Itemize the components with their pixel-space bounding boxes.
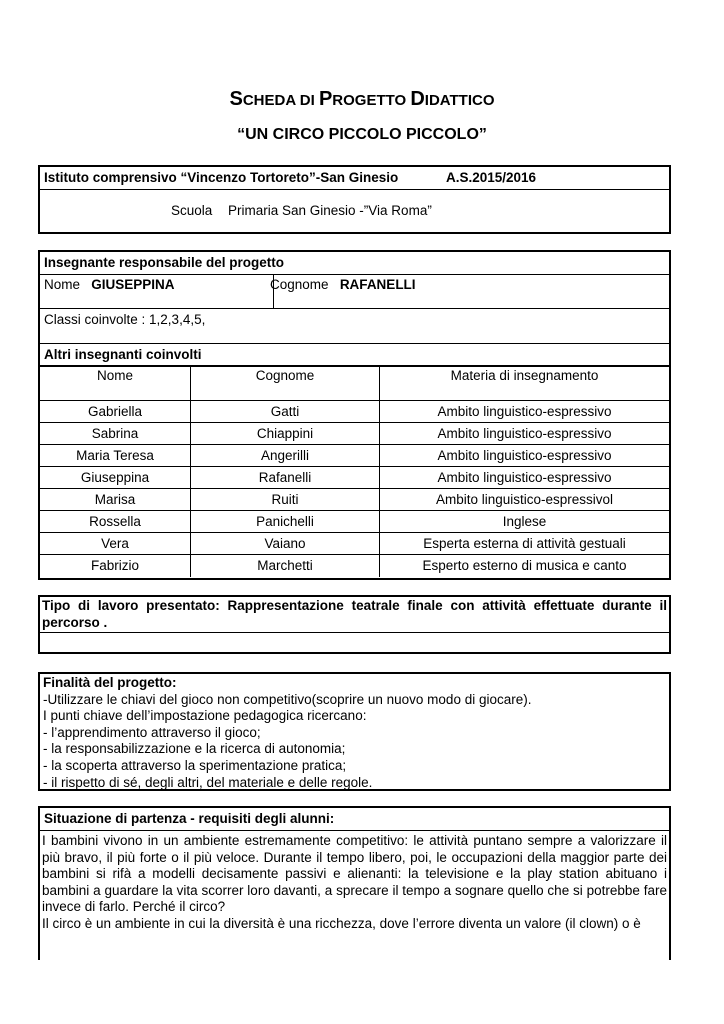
institute-box	[38, 165, 671, 234]
finalita-line: I punti chiave dell’impostazione pedagogica ricercano:	[43, 708, 367, 724]
table-header-row	[40, 367, 669, 401]
school-value: Primaria San Ginesio -”Via Roma”	[228, 203, 432, 218]
cell-cognome: Vaiano	[191, 533, 380, 555]
institute-name: Istituto comprensivo “Vincenzo Tortoreto”-San Ginesio	[44, 170, 399, 185]
table-row	[40, 467, 669, 489]
teacher-nome-cell	[40, 275, 274, 308]
document-subtitle: “UN CIRCO PICCOLO PICCOLO”	[237, 126, 487, 143]
table-row	[40, 401, 669, 423]
cell-nome: Sabrina	[40, 423, 191, 445]
cell-nome: Gabriella	[40, 401, 191, 423]
teacher-cognome-cell	[270, 275, 416, 295]
table-row	[40, 511, 669, 533]
finalita-line: -Utilizzare le chiavi del gioco non competitivo(scoprire un nuovo modo di giocare).	[43, 691, 532, 707]
school-label: Scuola	[171, 203, 213, 218]
table-row	[40, 423, 669, 445]
others-table	[40, 366, 669, 577]
lavoro-text: Tipo di lavoro presentato: Rappresentazione teatrale finale con attività effettuate durante il percorso .	[40, 597, 669, 633]
cell-materia: Ambito linguistico-espressivo	[380, 445, 670, 467]
cell-materia: Ambito linguistico-espressivo	[380, 401, 670, 423]
situazione-text: I bambini vivono in un ambiente estremamente competitivo: le attività puntano sempre a valorizzare il più bravo, il più forte o il più veloce. Durante il tempo libero, poi, le occupazioni della maggior parte dei bambini si rifà a modelli decisamente passivi e alienanti: la televisione e la play station abituano i bambini a guardare la vita scorrer loro davanti, a sprecare il tempo a sognare quello che si potrebbe fare invece di farlo. Perché il circo?	[42, 833, 667, 915]
situazione-text-2: Il circo è un ambiente in cui la diversità è una ricchezza, dove l’errore diventa un valore (il clown) o è	[42, 915, 641, 931]
cell-materia: Ambito linguistico-espressivo	[380, 467, 670, 489]
cell-nome: Maria Teresa	[40, 445, 191, 467]
teachers-box	[38, 250, 671, 580]
document-title: SCHEDA DI PROGETTO DIDATTICO	[229, 88, 495, 110]
nome-label: Nome	[44, 277, 81, 292]
col-header: Nome	[40, 367, 191, 401]
cognome-value: RAFANELLI	[339, 277, 416, 292]
others-table-wrap	[40, 366, 669, 577]
cell-cognome: Marchetti	[191, 555, 380, 577]
cell-nome: Rossella	[40, 511, 191, 533]
teacher-name-row	[40, 275, 669, 309]
finalita-line: - la responsabilizzazione e la ricerca di autonomia;	[43, 741, 346, 757]
table-row	[40, 555, 669, 577]
cell-nome: Vera	[40, 533, 191, 555]
cell-nome: Giuseppina	[40, 467, 191, 489]
table-row	[40, 489, 669, 511]
cell-cognome: Angerilli	[191, 445, 380, 467]
cell-materia: Esperta esterna di attività gestuali	[380, 533, 670, 555]
finalita-line: - l’apprendimento attraverso il gioco;	[43, 724, 261, 740]
finalita-box	[38, 672, 671, 791]
lavoro-empty-row	[40, 633, 669, 652]
cell-materia: Ambito linguistico-espressivo	[380, 423, 670, 445]
institute-row	[40, 167, 669, 190]
school-year: A.S.2015/2016	[446, 170, 537, 185]
finalita-line: - la scoperta attraverso la sperimentazione pratica;	[43, 757, 347, 773]
cell-cognome: Panichelli	[191, 511, 380, 533]
classi-row: Classi coinvolte : 1,2,3,4,5,	[40, 309, 669, 344]
col-header: Materia di insegnamento	[380, 367, 670, 401]
cell-cognome: Chiappini	[191, 423, 380, 445]
cell-materia: Inglese	[380, 511, 670, 533]
others-heading: Altri insegnanti coinvolti	[40, 344, 669, 366]
cell-cognome: Gatti	[191, 401, 380, 423]
lavoro-box	[38, 595, 671, 654]
cell-cognome: Ruiti	[191, 489, 380, 511]
finalita-line: - il rispetto di sé, degli altri, del materiale e delle regole.	[43, 774, 373, 790]
nome-value: GIUSEPPINA	[91, 277, 175, 292]
table-row	[40, 445, 669, 467]
table-row	[40, 533, 669, 555]
school-row	[40, 190, 669, 232]
cell-materia: Esperto esterno di musica e canto	[380, 555, 670, 577]
cell-cognome: Rafanelli	[191, 467, 380, 489]
situazione-box	[38, 806, 671, 960]
cognome-label: Cognome	[270, 277, 329, 292]
cell-nome: Marisa	[40, 489, 191, 511]
finalita-heading: Finalità del progetto:	[43, 675, 177, 690]
cell-materia: Ambito linguistico-espressivol	[380, 489, 670, 511]
teacher-heading: Insegnante responsabile del progetto	[40, 252, 669, 275]
col-header: Cognome	[191, 367, 380, 401]
situazione-heading: Situazione di partenza - requisiti degli alunni:	[40, 808, 669, 831]
cell-nome: Fabrizio	[40, 555, 191, 577]
